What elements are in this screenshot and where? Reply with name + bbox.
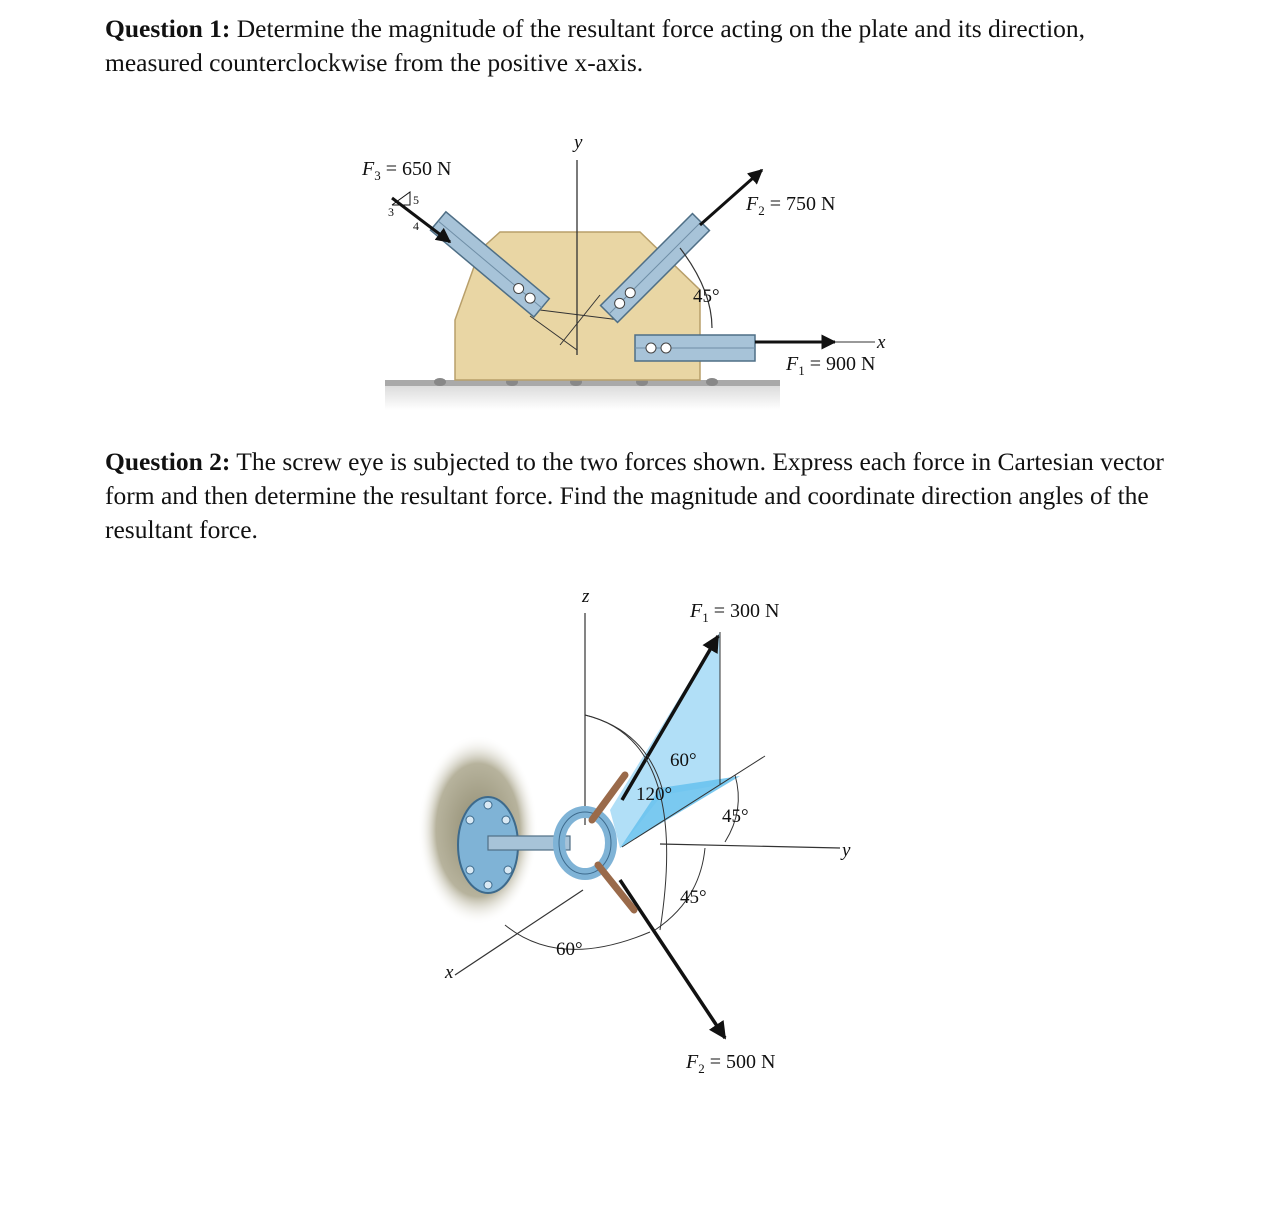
angle-120: 120° xyxy=(636,784,673,805)
x-axis-label: x xyxy=(877,332,886,353)
question-1 xyxy=(105,12,1165,80)
triangle-4: 4 xyxy=(413,219,419,233)
f3-label: $F_3 = 650$ N xyxy=(362,158,452,183)
angle-45-bottom: 45° xyxy=(680,887,707,908)
x-axis-label: x xyxy=(445,962,454,983)
f2-arrow xyxy=(620,880,725,1038)
question-2 xyxy=(105,445,1165,547)
triangle-5: 5 xyxy=(413,193,419,207)
question-1-text: Determine the magnitude of the resultant force acting on the plate and its direction, measured counterclockwise from the positive x-axis. xyxy=(105,14,1086,77)
y-axis-line xyxy=(660,844,840,848)
angle-45-right: 45° xyxy=(722,806,749,827)
f2-label: $F_2 = 500$ N xyxy=(686,1051,776,1076)
f2-label: $F_2 = 750$ N xyxy=(746,193,836,218)
angle-45: 45° xyxy=(693,286,720,307)
y-axis-label: y xyxy=(842,840,851,861)
plate-force-diagram xyxy=(0,130,1284,420)
horizontal-member xyxy=(635,335,755,361)
cable-2 xyxy=(598,865,634,910)
ground xyxy=(385,382,780,410)
z-axis-label: z xyxy=(582,586,590,607)
question-2-text: The screw eye is subjected to the two forces shown. Express each force in Cartesian vector form and then determine the resultant force. Find the magnitude and coordinate direction angles of the resultant force. xyxy=(105,447,1164,544)
question-1-label: Question 1: xyxy=(105,14,231,43)
screw-eye-diagram xyxy=(0,580,1284,1100)
f1-label: $F_1 = 900$ N xyxy=(786,353,876,378)
angle-60-top: 60° xyxy=(670,750,697,771)
f1-label: $F_1 = 300$ N xyxy=(690,600,780,625)
y-axis-label: y xyxy=(574,132,583,153)
angle-60-bottom: 60° xyxy=(556,939,583,960)
question-2-label: Question 2: xyxy=(105,447,231,476)
triangle-3: 3 xyxy=(388,205,394,219)
